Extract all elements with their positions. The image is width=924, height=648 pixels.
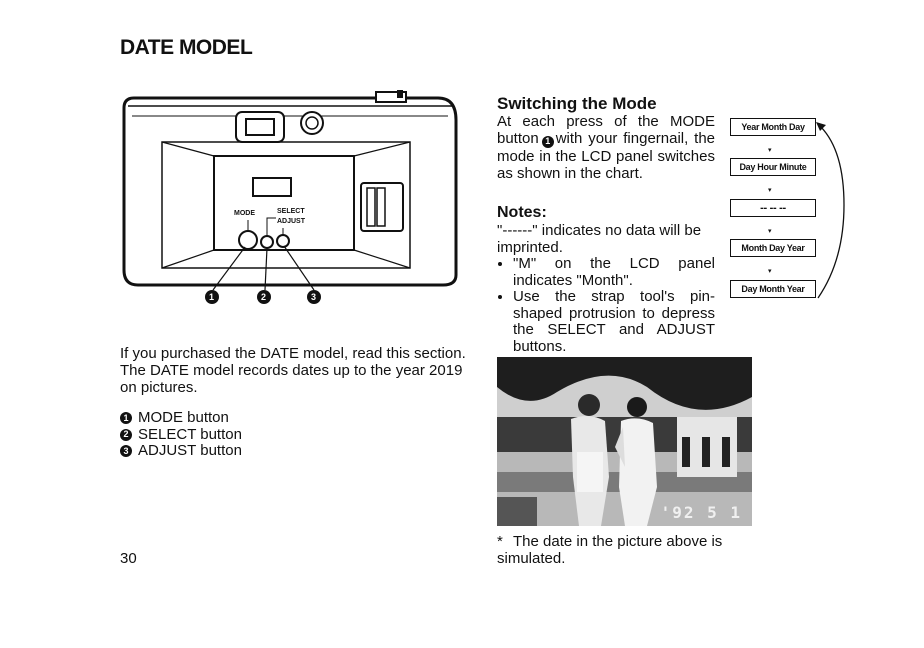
number-badge: 1 [542,136,554,148]
date-imprint: '92 5 1 [660,503,742,522]
number-badge: 3 [120,445,132,457]
callout-3: 3 [311,292,317,302]
arrow-down-icon: ▾ [768,187,772,194]
notes-heading: Notes: [497,204,547,221]
number-badge: 2 [120,429,132,441]
notes-body [497,222,715,355]
mode-box: -- -- -- [730,199,816,217]
legend-item [120,443,242,460]
footnote-text: The date in the picture above is simulated. [497,533,723,567]
page-number: 30 [120,550,137,567]
note-bullet: • Use the strap tool's pin-shaped protrusion to depress the SELECT and ADJUST buttons. [513,289,715,355]
mode-box: Day Hour Minute [730,158,816,176]
intro-text: If you purchased the DATE model, read this section. The DATE model records dates up to the year 2019 on pictures. [120,345,466,396]
camera-illustration [118,90,463,320]
select-label: SELECT [277,208,305,215]
photo-scene [497,357,752,526]
number-badge: 1 [120,412,132,424]
footnote [497,534,757,567]
arrow-down-icon: ▾ [768,268,772,275]
legend-item [120,410,242,427]
note-text: "------" indicates no data will be imprinted. [497,222,702,256]
adjust-label: ADJUST [277,218,306,225]
page-title: DATE MODEL [120,36,253,59]
mode-box: Month Day Year [730,239,816,257]
legend-label: SELECT button [138,425,242,443]
callout-2: 2 [261,292,267,302]
paragraph-text: At each press of the MODE button [497,113,715,147]
mode-label: MODE [234,210,255,217]
note-bullet: • "M" on the LCD panel indicates "Month". [513,256,715,289]
paragraph-text: with your fingernail, the mode in the LCD panel switches as shown in the chart. [497,130,715,182]
legend-label: MODE button [138,409,229,426]
mode-box: Year Month Day [730,118,816,136]
switching-paragraph [497,113,715,182]
sample-photo [497,357,752,526]
button-legend [120,410,242,460]
mode-box: Day Month Year [730,280,816,298]
legend-item [120,427,242,444]
section-heading: Switching the Mode [497,94,657,113]
cycle-arrow-icon [810,110,850,300]
legend-label: ADJUST button [138,442,242,459]
arrow-down-icon: ▾ [768,228,772,235]
asterisk: * [497,533,503,550]
callout-1: 1 [209,292,215,302]
notes-list [497,256,715,355]
arrow-down-icon: ▾ [768,147,772,154]
